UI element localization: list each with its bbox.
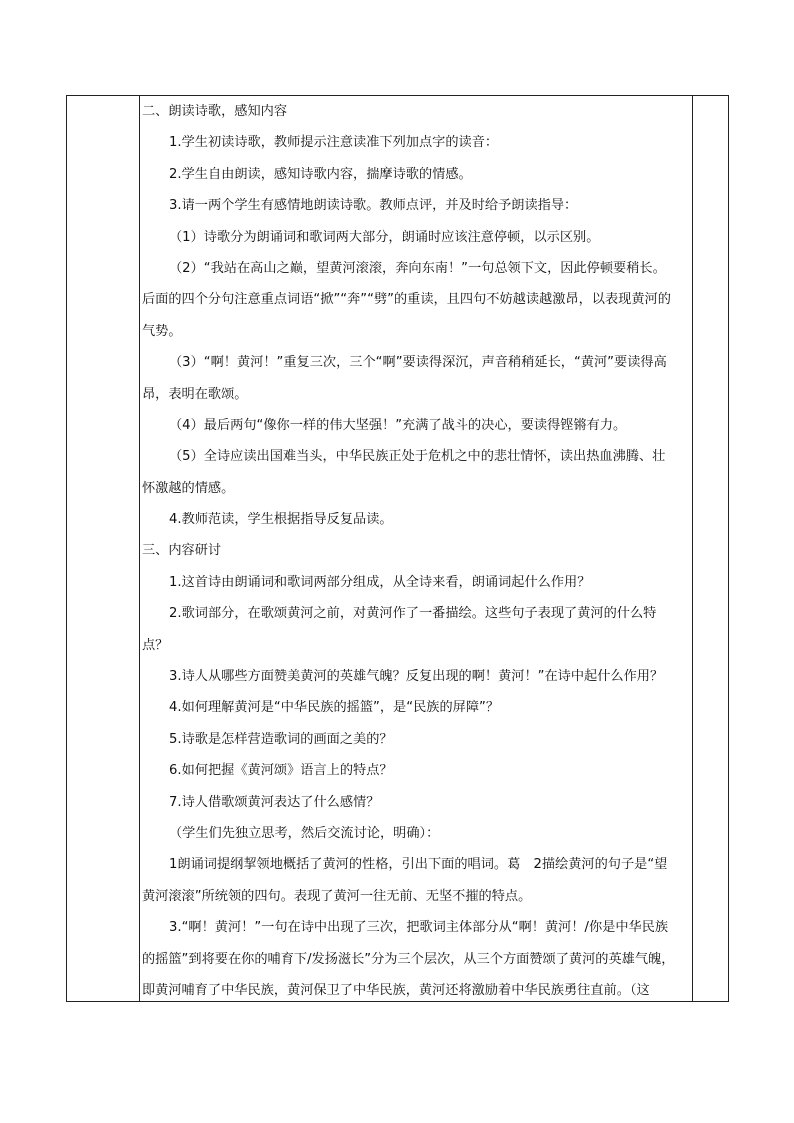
question-1: 1.这首诗由朗诵词和歌词两部分组成，从全诗来看，朗诵词起什么作用？ [169,574,591,590]
guide-point-3-cont: 昂，表明在歌颂。 [142,386,248,402]
guide-point-4: （4）最后两句“像你一样的伟大坚强！”充满了战斗的决心，要读得铿锵有力。 [169,417,627,433]
answer-3-cont: 的摇篮”到将要在你的哺育下/发扬滋长”分为三个层次，从三个方面赞颂了黄河的英雄气魄， [142,951,675,967]
answer-3: 3.“啊！黄河！”一句在诗中出现了三次，把歌词主体部分从“啊！黄河！/你是中华民族 [169,920,669,936]
list-item: 1.学生初读诗歌，教师提示注意读准下列加点字的读音： [169,135,499,151]
question-3: 3.诗人从哪些方面赞美黄河的英雄气魄？反复出现的啊！黄河！”在诗中起什么作用？ [169,669,664,685]
question-4: 4.如何理解黄河是“中华民族的摇篮”，是“民族的屏障”？ [169,700,500,716]
lesson-plan-table [66,95,729,1002]
guide-point-5: （5）全诗应读出国难当头，中华民族正处于危机之中的悲壮情怀，读出热血沸腾、壮 [169,449,666,465]
section-heading-3: 三、内容研讨 [142,543,222,559]
discussion-instruction: （学生们先独立思考，然后交流讨论，明确）： [169,825,440,841]
list-item: 4.教师范读，学生根据指导反复品读。 [169,512,393,528]
answer-3-cont: 即黄河哺育了中华民族，黄河保卫了中华民族，黄河还将激励着中华民族勇往直前。（这 [142,982,650,998]
list-item: 2.学生自由朗读，感知诗歌内容，揣摩诗歌的情感。 [169,166,472,182]
answer-1: 1朗诵词提纲挈领地概括了黄河的性格，引出下面的唱词。葛 2描绘黄河的句子是“望 [169,857,668,873]
guide-point-3: （3）“啊！黄河！”重复三次，三个“啊”要读得深沉，声音稍稍延长，“黄河”要读得高 [169,355,667,371]
question-2: 2.歌词部分，在歌颂黄河之前，对黄河作了一番描绘。这些句子表现了黄河的什么特 [169,606,657,622]
guide-point-2-cont: 后面的四个分句注意重点词语“掀”“奔”“劈”的重读，且四句不妨越读越激昂，以表现黄河的 [142,292,671,308]
guide-point-1: （1）诗歌分为朗诵词和歌词两大部分，朗诵时应该注意停顿，以示区别。 [169,229,600,245]
section-heading-2: 二、朗读诗歌，感知内容 [142,104,288,119]
right-column-divider [692,96,693,1001]
guide-point-2: （2）“我站在高山之巅，望黄河滚滚，奔向东南！”一句总领下文，因此停顿要稍长。 [169,260,666,276]
question-5: 5.诗歌是怎样营造歌词的画面之美的？ [169,731,393,747]
guide-point-2-cont: 气势。 [142,323,182,339]
question-2-cont: 点？ [142,637,169,653]
left-column-divider [139,96,140,1001]
answer-1-cont: 黄河滚滚”所统领的四句。表现了黄河一往无前、无坚不摧的特点。 [142,888,532,904]
question-6: 6.如何把握《黄河颂》语言上的特点？ [169,763,393,779]
guide-point-5-cont: 怀激越的情感。 [142,480,235,496]
content-cell [142,96,690,1006]
question-7: 7.诗人借歌颂黄河表达了什么感情？ [169,794,380,810]
list-item: 3.请一两个学生有感情地朗读诗歌。教师点评，并及时给予朗读指导： [169,198,578,214]
